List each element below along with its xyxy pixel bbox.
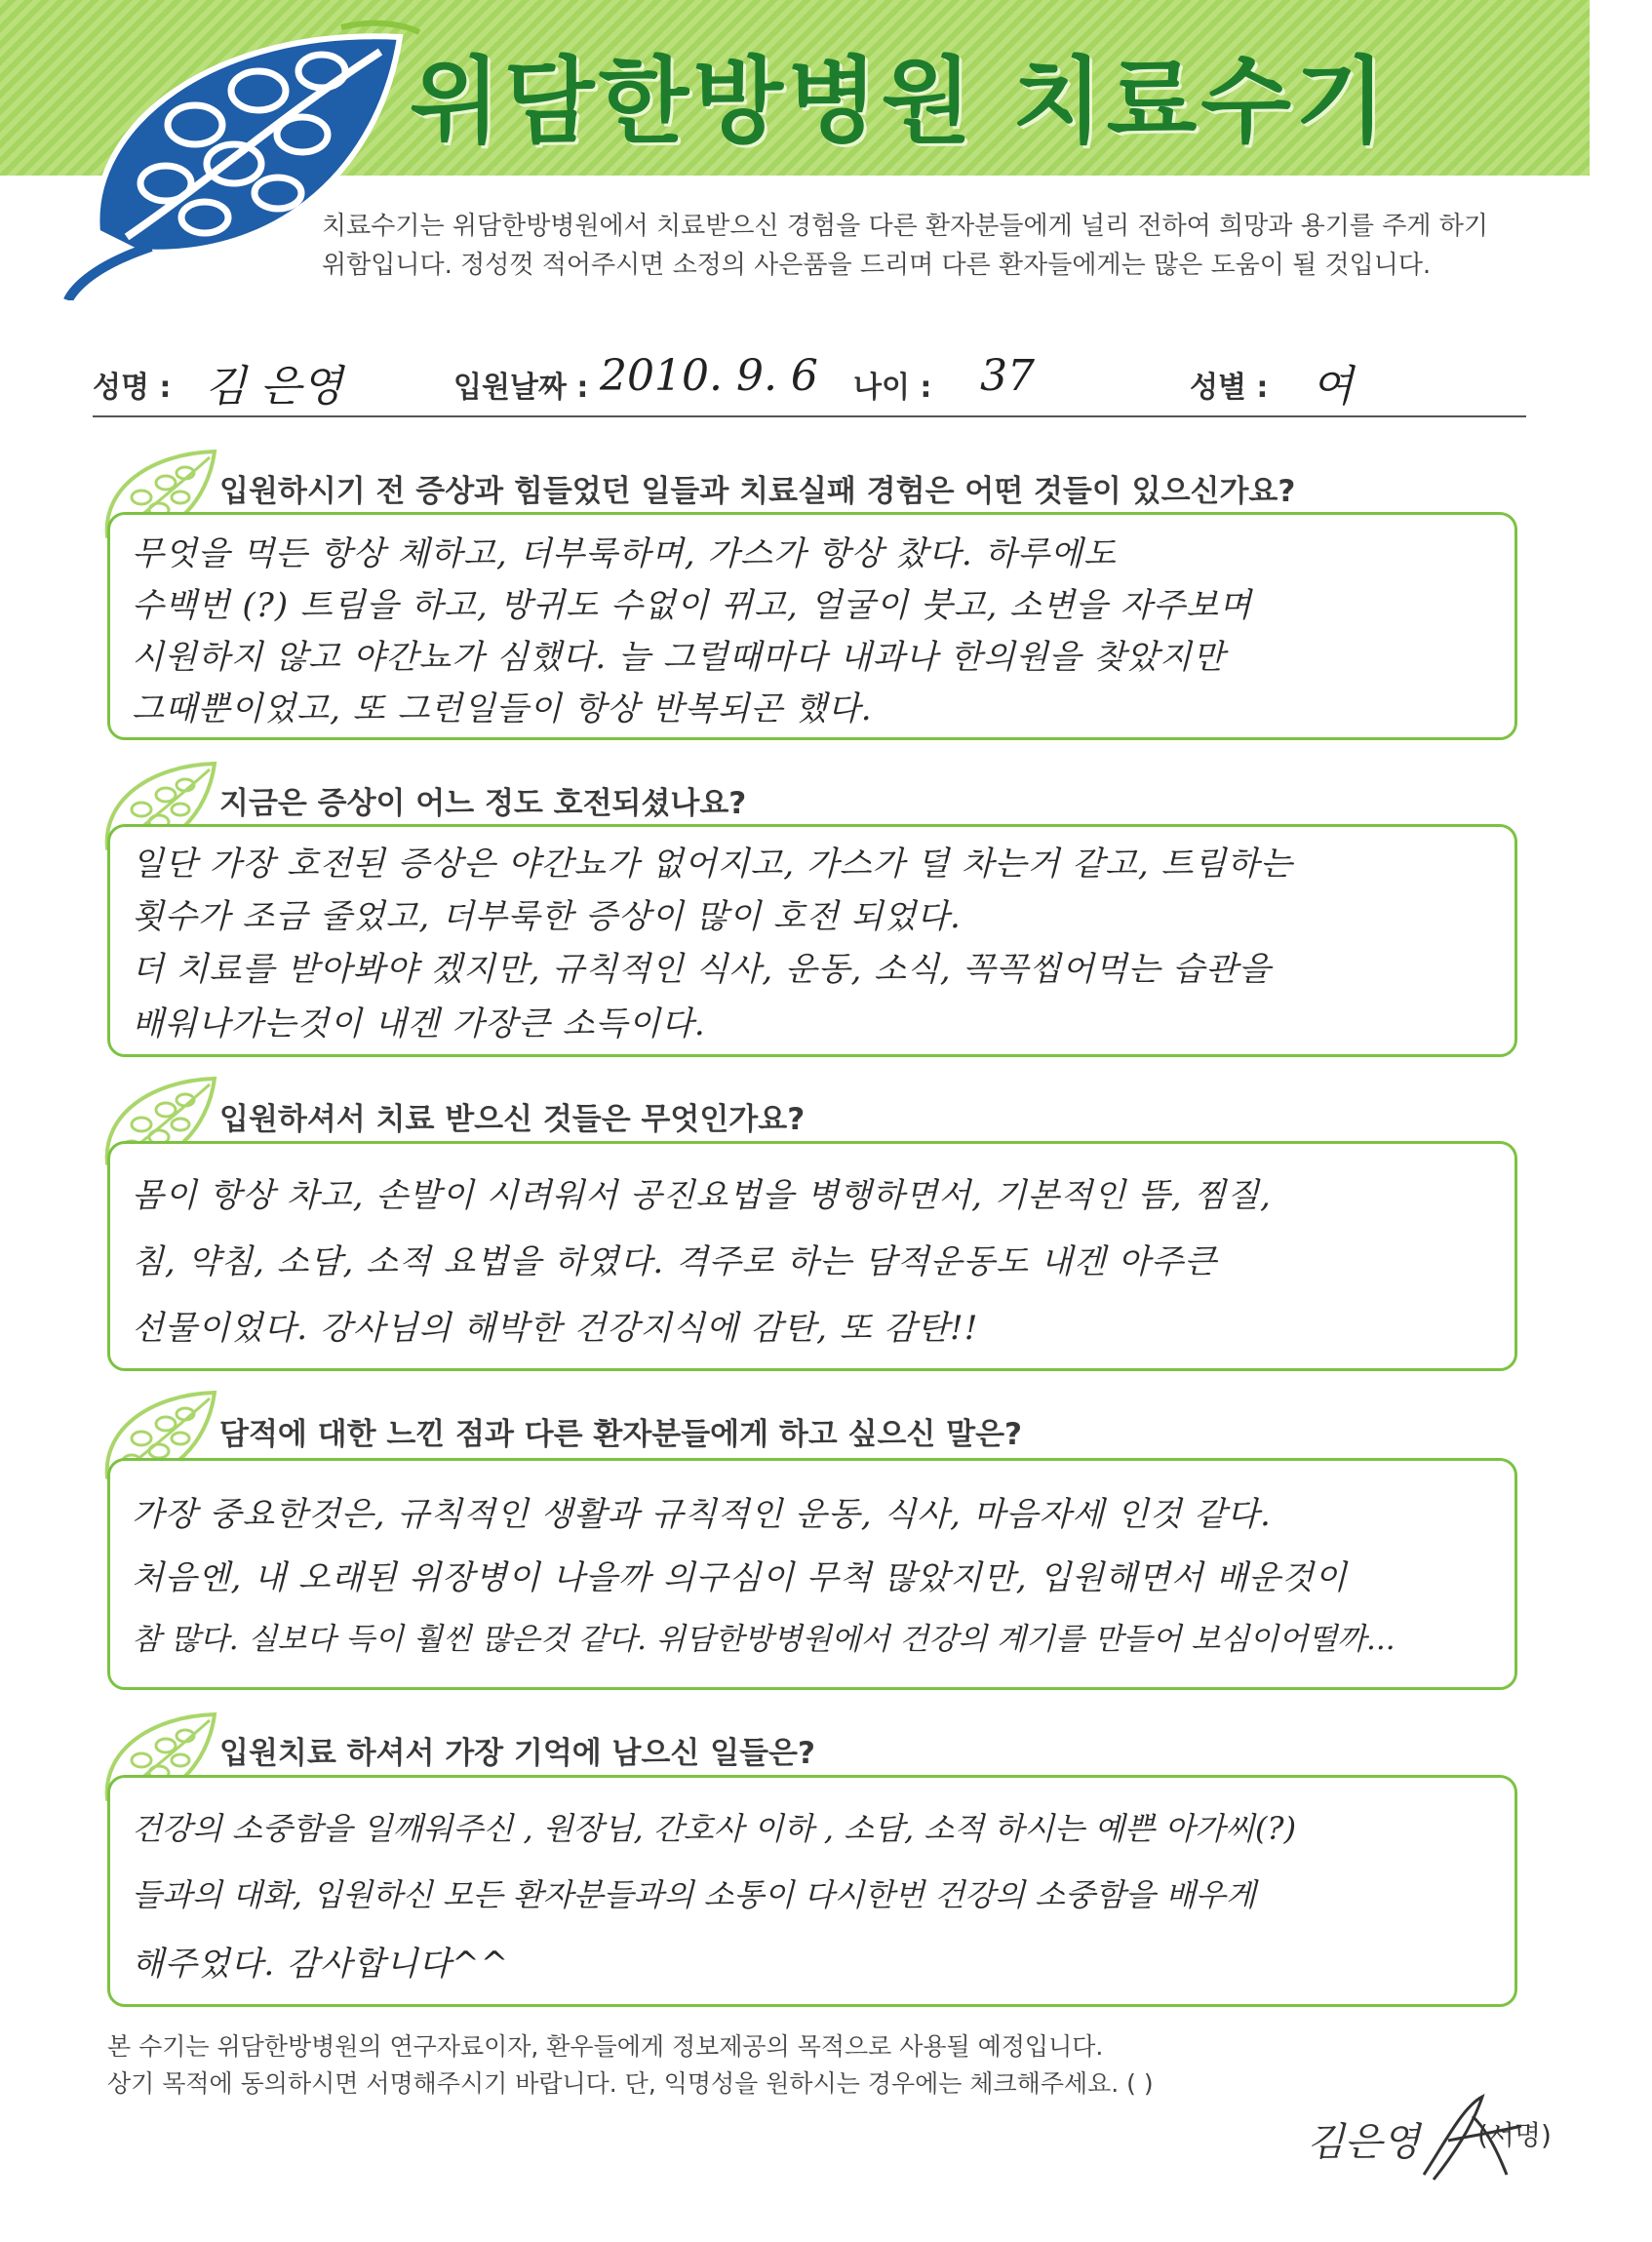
answer-line: 해주었다. 감사합니다^^ [132,1945,510,1984]
question-title: 입원치료 하셔서 가장 기억에 남으신 일들은? [219,1736,815,1771]
answer-line: 횟수가 조금 줄었고, 더부룩한 증상이 많이 호전 되었다. [132,897,962,936]
answer-line: 더 치료를 받아봐야 겠지만, 규칙적인 식사, 운동, 소식, 꼭꼭씹어먹는 습관을 [132,950,1272,989]
age-value: 37 [980,351,1035,401]
intro-line: 치료수기는 위담한방병원에서 치료받으신 경험을 다른 환자분들에게 널리 전하여 희망과 용기를 주게 하기 [322,212,1489,241]
answer-line: 수백번 (?) 트림을 하고, 방귀도 수없이 뀌고, 얼굴이 붓고, 소변을 자주보며 [132,586,1252,625]
answer-line: 침, 약침, 소담, 소적 요법을 하였다. 격주로 하는 담적운동도 내겐 아주큰 [132,1242,1217,1281]
name-label: 성명 : [93,371,172,405]
answer-line: 선물이었다. 강사님의 해박한 건강지식에 감탄, 또 감탄!! [132,1309,979,1348]
signature-area [1307,2087,1580,2194]
question-title: 입원하시기 전 증상과 힘들었던 일들과 치료실패 경험은 어떤 것들이 있으신가요? [219,474,1296,509]
answer-line: 처음엔, 내 오래된 위장병이 나을까 의구심이 무척 많았지만, 입원해면서 배운것이 [132,1558,1348,1597]
answer-line: 그때뿐이었고, 또 그런일들이 항상 반복되곤 했다. [132,689,873,728]
age-label: 나이 : [853,371,932,405]
admission-date-label: 입원날짜 : [453,371,589,405]
answer-line: 가장 중요한것은, 규칙적인 생활과 규칙적인 운동, 식사, 마음자세 인것 같다. [132,1495,1272,1534]
answer-line: 무엇을 먹든 항상 체하고, 더부룩하며, 가스가 항상 찼다. 하루에도 [132,534,1117,573]
page-title: 위담한방병원 치료수기 [410,47,1390,156]
consent-line: 본 수기는 위담한방병원의 연구자료이자, 환우들에게 정보제공의 목적으로 사용될 예정입니다. [107,2032,1104,2061]
answer-line: 몸이 항상 차고, 손발이 시려워서 공진요법을 병행하면서, 기본적인 뜸, 찜질, [132,1176,1272,1215]
answer-line: 들과의 대화, 입원하신 모든 환자분들과의 소통이 다시한번 건강의 소중함을 배우게 [132,1876,1256,1913]
question-title: 담적에 대한 느낀 점과 다른 환자분들에게 하고 싶으신 말은? [219,1417,1023,1452]
patient-info-row [93,351,1526,417]
admission-date-value: 2010. 9. 6 [600,351,818,401]
intro-line: 위함입니다. 정성껏 적어주시면 소정의 사은품을 드리며 다른 환자들에게는 많은 도움이 될 것입니다. [322,251,1432,280]
answer-line: 건강의 소중함을 일깨워주신 , 원장님, 간호사 이하 , 소담, 소적 하시는 예쁜 아가씨(?) [132,1810,1297,1847]
signature-mark: (서명) [1477,2119,1552,2151]
answer-line: 시원하지 않고 야간뇨가 심했다. 늘 그럴때마다 내과나 한의원을 찾았지만 [132,638,1226,677]
name-value: 김 은영 [205,362,343,412]
answer-line: 배워나가는것이 내겐 가장큰 소득이다. [132,1004,706,1043]
gender-value: 여 [1312,362,1354,412]
consent-line: 상기 목적에 동의하시면 서명해주시기 바랍니다. 단, 익명성을 원하시는 경우에는 체크해주세요. ( ) [107,2069,1154,2098]
question-title: 입원하셔서 치료 받으신 것들은 무엇인가요? [219,1102,806,1137]
gender-label: 성별 : [1190,371,1269,405]
intro-text [322,207,1580,285]
signature-name: 김은영 [1307,2120,1420,2165]
answer-line: 참 많다. 실보다 득이 훨씬 많은것 같다. 위담한방병원에서 건강의 계기를 만들어 보심이어떨까... [132,1622,1396,1657]
answer-line: 일단 가장 호전된 증상은 야간뇨가 없어지고, 가스가 덜 차는거 같고, 트림하는 [132,845,1293,884]
question-title: 지금은 증상이 어느 정도 호전되셨나요? [219,786,747,821]
